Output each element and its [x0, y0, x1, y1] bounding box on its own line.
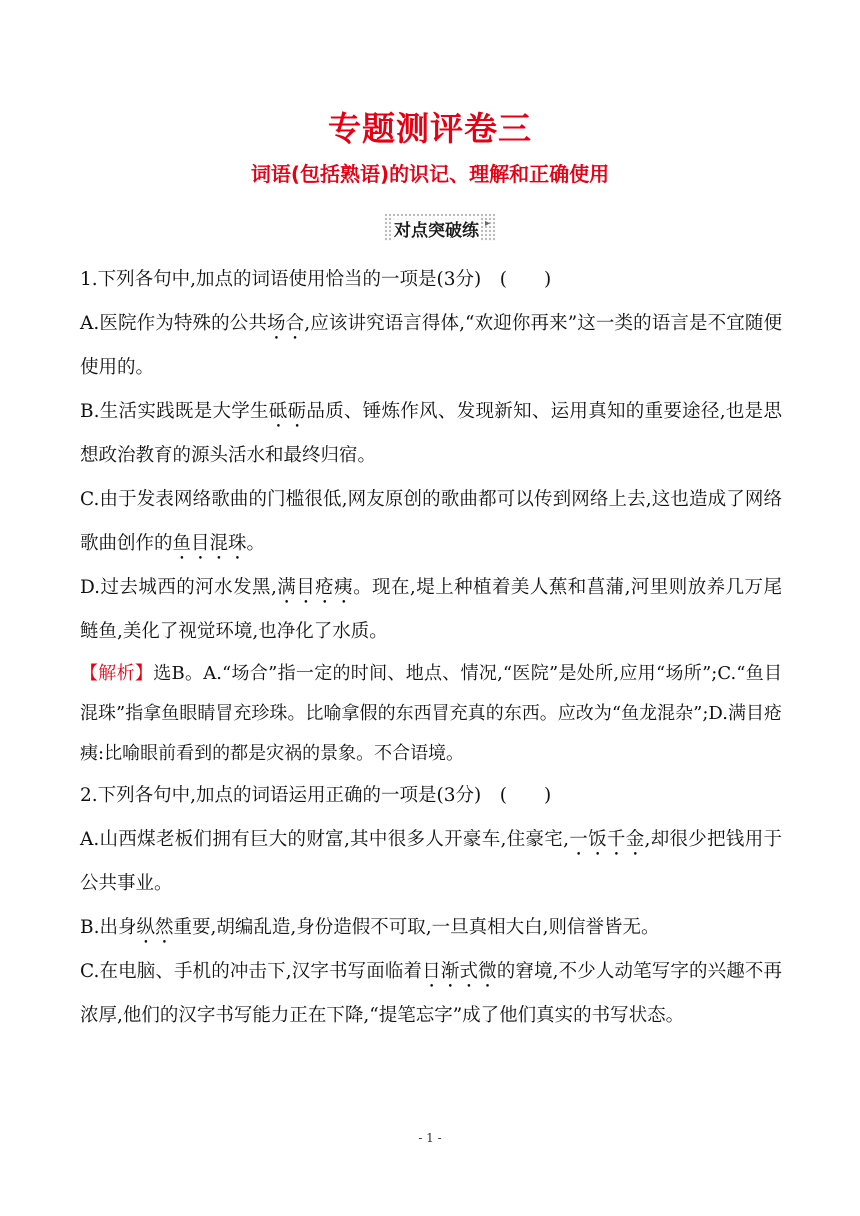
dotted-term: 满目疮痍 [276, 577, 354, 598]
question-2-option-c [80, 950, 782, 1038]
option-text: 。 [246, 533, 266, 554]
page-number: - 1 - [418, 1131, 442, 1145]
option-text: D.过去城西的河水发黑, [80, 577, 277, 598]
question-2-option-b [80, 906, 782, 950]
question-2-option-a [80, 818, 782, 906]
page-title: 专题测评卷三 [328, 109, 532, 148]
question-1-option-a [80, 302, 782, 390]
question-list [80, 258, 782, 1038]
dotted-term: 场合 [266, 313, 305, 334]
dotted-term: 鱼目混珠 [172, 533, 247, 554]
question-1-option-d [80, 566, 782, 654]
option-text: A.山西煤老板们拥有巨大的财富,其中很多人开豪车,住豪宅, [80, 829, 569, 850]
dotted-term: 日渐式微 [422, 961, 497, 982]
analysis-text: 选B。A.“场合”指一定的时间、地点、情况,“医院”是处所,应用“场所”;C.“鱼目混珠”指拿鱼眼睛冒充珍珠。比喻拿假的东西冒充真的东西。应改为“鱼龙混杂”;D.满目疮痍:比喻眼前看到的都是灾祸的景象。不合语境。 [80, 663, 782, 764]
dotted-term: 纵然 [136, 917, 174, 938]
option-text: ,应该讲究语言得体,“欢迎你再来”这一类的语言是不宜随便使用的。 [80, 313, 782, 378]
page-subtitle: 词语(包括熟语)的识记、理解和正确使用 [250, 162, 610, 186]
option-text: C.在电脑、手机的冲击下,汉字书写面临着 [80, 961, 423, 982]
question-1-option-c [80, 478, 782, 566]
dotted-term: 砥砺 [268, 401, 307, 422]
question-2-stem: 2.下列各句中,加点的词语运用正确的一项是(3分) ( ) [80, 785, 552, 806]
option-text: B.出身 [80, 917, 137, 938]
option-text: 。现在,堤上种植着美人蕉和菖蒲,河里则放养几万尾鲢鱼,美化了视觉环境,也净化了水质。 [80, 577, 782, 642]
dotted-term: 一饭千金 [569, 829, 645, 850]
question-1-analysis [80, 654, 782, 774]
option-text: ,却很少把钱用于公共事业。 [80, 829, 782, 894]
section-arrow-icon: ▸ [484, 218, 490, 229]
option-text: A.医院作为特殊的公共 [80, 313, 267, 334]
question-1-stem: 1.下列各句中,加点的词语使用恰当的一项是(3分) ( ) [80, 269, 552, 290]
section-tag-label: 对点突破练 [392, 216, 481, 241]
option-text: 的窘境,不少人动笔写字的兴趣不再浓厚,他们的汉字书写能力正在下降,“提笔忘字”成了他们真实的书写状态。 [80, 961, 782, 1026]
analysis-tag: 【解析】 [80, 663, 154, 684]
option-text: 重要,胡编乱造,身份造假不可取,一旦真相大白,则信誉皆无。 [173, 917, 660, 938]
option-text: C.由于发表网络歌曲的门槛很低,网友原创的歌曲都可以传到网络上去,这也造成了网络歌曲创作的 [80, 489, 782, 554]
question-1-option-b [80, 390, 782, 478]
option-text: 品质、锤炼作风、发现新知、运用真知的重要途径,也是思想政治教育的源头活水和最终归宿。 [80, 401, 782, 466]
section-tag [384, 213, 496, 241]
option-text: B.生活实践既是大学生 [80, 401, 269, 422]
